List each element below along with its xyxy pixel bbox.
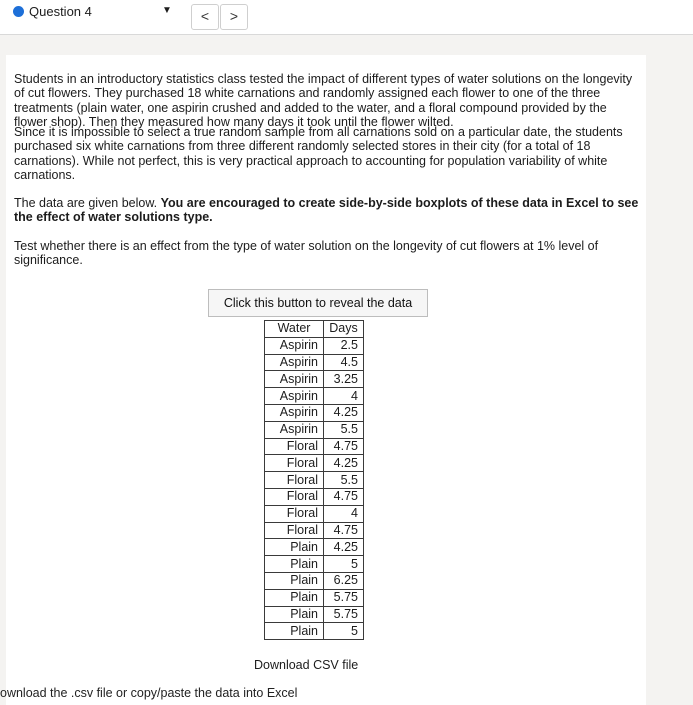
cell-days: 2.5: [324, 337, 364, 354]
cell-days: 6.25: [324, 572, 364, 589]
cell-water: Plain: [265, 556, 324, 573]
chevron-down-icon[interactable]: ▼: [162, 5, 172, 16]
cell-days: 5.5: [324, 472, 364, 489]
download-csv-link[interactable]: Download CSV file: [254, 658, 359, 672]
table-row: [265, 522, 364, 539]
table-row: [265, 472, 364, 489]
cell-days: 4.5: [324, 354, 364, 371]
cell-water: Plain: [265, 606, 324, 623]
table-row: [265, 606, 364, 623]
cell-water: Aspirin: [265, 404, 324, 421]
cell-water: Aspirin: [265, 371, 324, 388]
cell-water: Floral: [265, 455, 324, 472]
cell-days: 4.25: [324, 455, 364, 472]
paragraph-data-note: [14, 196, 642, 225]
data-table: [264, 320, 364, 640]
table-row: [265, 455, 364, 472]
table-row: [265, 438, 364, 455]
cell-days: 4.25: [324, 539, 364, 556]
cell-water: Floral: [265, 472, 324, 489]
question-header: [0, 0, 693, 35]
cell-days: 3.25: [324, 371, 364, 388]
table-row: [265, 589, 364, 606]
table-row: [265, 337, 364, 354]
next-question-button[interactable]: >: [220, 4, 248, 30]
table-row: [265, 488, 364, 505]
cell-water: Aspirin: [265, 337, 324, 354]
cell-days: 4.75: [324, 522, 364, 539]
table-row: [265, 623, 364, 640]
cell-days: 4.75: [324, 438, 364, 455]
cell-days: 4: [324, 388, 364, 405]
column-header-water: Water: [265, 321, 324, 338]
table-row: [265, 505, 364, 522]
cell-water: Plain: [265, 572, 324, 589]
paragraph-data-note-bold: You are encouraged to create side-by-side boxplots of these data in Excel to see the effect of water solutions type.: [14, 196, 639, 225]
cell-days: 4.75: [324, 488, 364, 505]
instruction-text-cut: ownload the .csv file or copy/paste the data into Excel: [0, 686, 298, 700]
cell-days: 4: [324, 505, 364, 522]
cell-water: Plain: [265, 589, 324, 606]
cell-days: 5: [324, 623, 364, 640]
cell-water: Aspirin: [265, 388, 324, 405]
paragraph-task: Test whether there is an effect from the type of water solution on the longevity of cut flowers at 1% level of significance.: [14, 239, 599, 268]
question-label[interactable]: Question 4: [29, 4, 92, 19]
paragraph-intro: Students in an introductory statistics class tested the impact of different types of water solutions on the longevity of cut flowers. They purchased 18 white carnations and randomly assigned each flower to one of the three treatments (plain water, one aspirin crushed and added to the water, and a floral compound provided by the flower shop). Then they measured how many days it took until the flower wilted.: [14, 72, 633, 129]
paragraph-sampling: Since it is impossible to select a true random sample from all carnations sold on a particular date, the students purchased six white carnations from three different randomly selected stores in their city (for a total of 18 carnations). While not perfect, this is very practical approach to accounting for population variability of white carnations.: [14, 125, 623, 182]
table-row: [265, 556, 364, 573]
table-row: [265, 572, 364, 589]
question-status-dot-icon: [13, 6, 24, 17]
cell-days: 5.5: [324, 421, 364, 438]
cell-days: 5.75: [324, 606, 364, 623]
cell-water: Aspirin: [265, 354, 324, 371]
cell-water: Aspirin: [265, 421, 324, 438]
column-header-days: Days: [324, 321, 364, 338]
cell-water: Floral: [265, 505, 324, 522]
table-row: [265, 388, 364, 405]
paragraph-data-note-normal: The data are given below.: [14, 196, 161, 210]
table-row: [265, 354, 364, 371]
table-row: [265, 371, 364, 388]
cell-water: Floral: [265, 522, 324, 539]
table-row: [265, 539, 364, 556]
table-row: [265, 421, 364, 438]
reveal-data-button[interactable]: Click this button to reveal the data: [208, 289, 428, 317]
cell-water: Plain: [265, 623, 324, 640]
cell-water: Floral: [265, 488, 324, 505]
previous-question-button[interactable]: <: [191, 4, 219, 30]
cell-days: 5: [324, 556, 364, 573]
cell-days: 4.25: [324, 404, 364, 421]
cell-water: Plain: [265, 539, 324, 556]
cell-days: 5.75: [324, 589, 364, 606]
table-row: [265, 404, 364, 421]
cell-water: Floral: [265, 438, 324, 455]
